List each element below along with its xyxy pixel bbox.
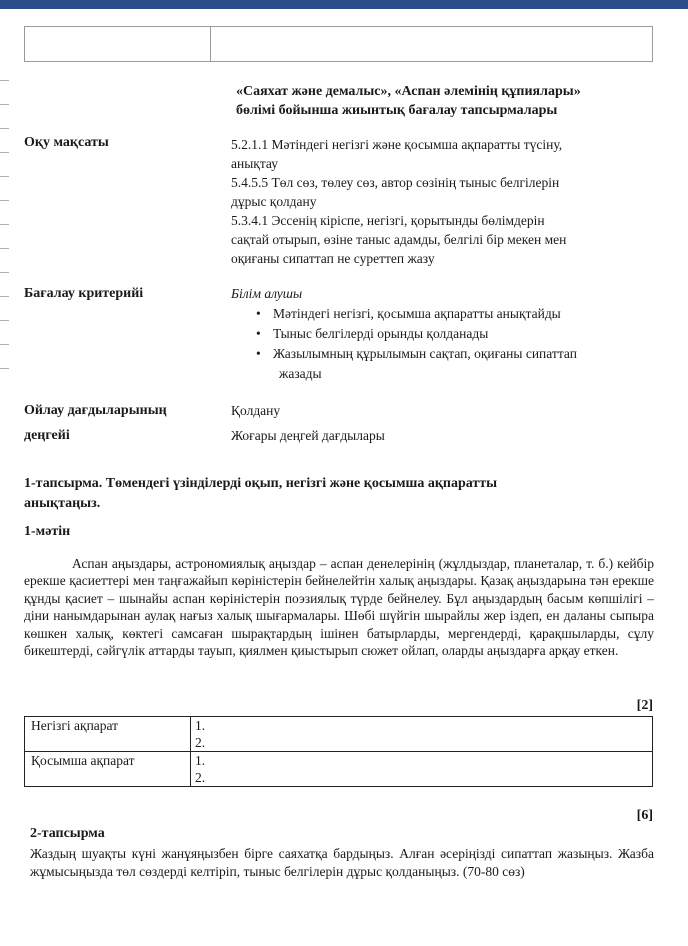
objective-line: 5.4.5.5 Төл сөз, төлеу сөз, автор сөзінің тыныс белгілерін (231, 175, 560, 190)
title-line-1: «Саяхат және демалыс», «Аспан әлемінің құпиялары» (236, 84, 581, 99)
learning-objectives-label: Оқу мақсаты (24, 135, 109, 150)
text1-heading: 1-мәтін (24, 524, 71, 539)
title-line-2: бөлімі бойынша жиынтық бағалау тапсырмалары (236, 103, 558, 118)
thinking-level-value: Қолдану Жоғары деңгей дағдылары (231, 403, 385, 443)
objective-line: оқиғаны сипаттап не суреттеп жазу (231, 251, 435, 266)
criteria-list (231, 304, 651, 384)
extra-info-label: Қосымша ақпарат (25, 752, 191, 787)
task1-score: [2] (636, 698, 653, 713)
top-window-bar (0, 0, 688, 9)
objective-line: 5.3.4.1 Эссенің кіріспе, негізгі, қорытынды бөлімдерін (231, 213, 545, 228)
table-row (25, 717, 653, 752)
document-title (236, 82, 666, 120)
main-info-label: Негізгі ақпарат (25, 717, 191, 752)
objective-line: дұрыс қолдану (231, 194, 317, 209)
table-row (25, 752, 653, 787)
thinking-level-label: Ойлау дағдыларының деңгейі (24, 403, 167, 443)
criteria-item: • Жазылымның құрылымын сақтап, оқиғаны сипаттап жазады (231, 344, 651, 384)
assessment-criteria-value (231, 284, 651, 384)
task1-heading: 1-тапсырма. Төмендегі үзінділерді оқып, негізгі және қосымша ақпаратты анықтаңыз. (24, 476, 498, 511)
left-edge-table-lines (0, 80, 10, 380)
objective-line: 5.2.1.1 Мәтіндегі негізгі және қосымша ақпаратты түсіну, (231, 137, 563, 152)
learning-objectives-value (231, 135, 651, 268)
extra-info-answer-cell[interactable]: 1. 2. (191, 752, 653, 787)
objective-line: анықтау (231, 156, 278, 171)
assessment-criteria-label: Бағалау критерийі (24, 286, 144, 301)
criteria-item: • Мәтіндегі негізгі, қосымша ақпаратты анықтайды (231, 304, 651, 324)
objective-line: сақтай отырып, өзіне таныс адамды, белгілі бір мекен мен (231, 232, 567, 247)
criteria-item: • Тыныс белгілерді орынды қолданады (231, 324, 651, 344)
task2-text: Жаздың шуақты күні жанұяңызбен бірге саяхатқа бардыңыз. Алған әсеріңізді сипаттап жазыңыз. Жазба жұмысыңызда төл сөздерді келтіріп, тыныс белгілерін дұрыс қолданыңыз. (70-80 сөз) (30, 846, 654, 879)
answer-table (24, 716, 653, 787)
task2-heading: 2-тапсырма (30, 826, 105, 841)
header-empty-table (24, 26, 653, 62)
text1-paragraph: Аспан аңыздары, астрономиялық аңыздар – аспан денелерінің (жұлдыздар, планеталар, т. б.) кейбір ерекше қасиеттері мен таңғажайып көріністерін бейнелейтін халық аңыздары. Қазақ аңыздарына тән ерекше құнды қасиет – шынайы аспан көріністерін поэзиялық түрде бейнелеу. Бұл аңыздардың басым көпшілігі – діни нанымдарынан аулақ нағыз халық шығармалары. Шөбі шүйгін шырайлы жер іздеп, ен даланы сыпыра көшкен халық, көктегі самсаған шырақтардың ішінен батырларды, мергендерді, қарақшыларды, сұлу бикештерді, сәйгүлік аттарды тауып, қиялмен қиыстырып сюжет ойлап, оларды аңыздарға арқау еткен. (24, 556, 654, 659)
criteria-intro: Білім алушы (231, 286, 303, 301)
task2-score: [6] (636, 808, 653, 823)
main-info-answer-cell[interactable]: 1. 2. (191, 717, 653, 752)
